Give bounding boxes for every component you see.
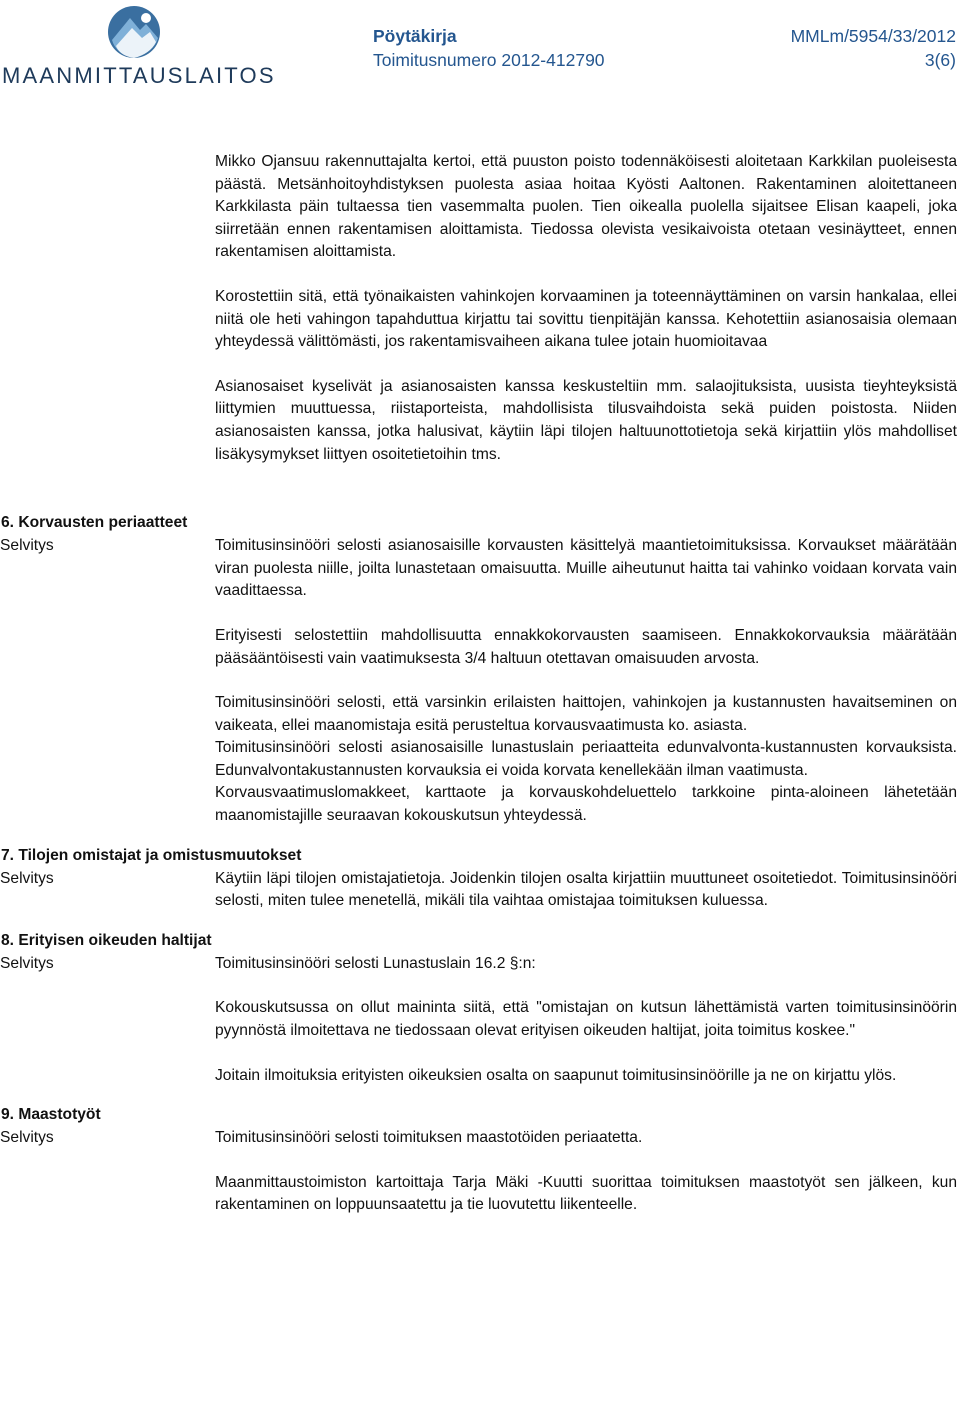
intro-paragraph: Korostettiin sitä, että työnaikaisten vahinkojen korvaaminen ja toteennäyttäminen on varsin hankalaa, ellei niitä ole heti vahingon tapahduttua kirjattu tai sovittu tienpitäjän kanssa. Kehotettiin asianosaisia olemaan yhteydessä välittömästi, jos rakentamisvaiheen aikana tulee jotain huomioitavaa <box>215 287 957 351</box>
section-paragraph: Toimitusinsinööri selosti toimituksen maastotöiden periaatetta. <box>215 1129 643 1147</box>
section-title: 8. Erityisen oikeuden haltijat <box>1 931 212 949</box>
section-label: Selvitys <box>0 869 54 887</box>
section-paragraph: Kokouskutsussa on ollut maininta siitä, että "omistajan on kutsun lähettämistä varten toimitusinsinöörin pyynnöstä ilmoitettava ne tiedossaan olevat erityisen oikeuden haltijat, joita toimitus koskee." <box>215 999 957 1040</box>
section-row <box>0 953 960 1087</box>
case-number: Toimitusnumero 2012-412790 <box>373 50 605 70</box>
document-type: Pöytäkirja <box>373 26 457 46</box>
intro-block <box>215 151 957 466</box>
section-title: 7. Tilojen omistajat ja omistusmuutokset <box>1 846 302 864</box>
section-paragraph: Käytiin läpi tilojen omistajatietoja. Joidenkin tilojen osalta kirjattiin muuttuneet osoitetiedot. Toimitusinsinööri selosti, miten tulee menetellä, mikäli tila vaihtaa omistajaa toimituksen kuluessa. <box>215 869 957 910</box>
section-body <box>215 535 957 828</box>
intro-paragraph: Mikko Ojansuu rakennuttajalta kertoi, että puuston poisto todennäköisesti aloitetaan Karkkilan puoleisesta päästä. Metsänhoitoyhdistyksen puolesta asiaa hoitaa Kyösti Aaltonen. Rakentaminen aloitettaneen Karkkilasta päin tultaessa tien vasemmalta puolen. Tien oikealla puolella sijaitsee Elisan kaapeli, joka siirretään ennen rakentamisen aloittamista. Tiedossa olevista vesikaivoista otetaan vesinäytteet, ennen rakentamisen aloittamista. <box>215 153 957 261</box>
document-reference: MMLm/5954/33/2012 <box>790 26 956 46</box>
section-paragraph: Joitain ilmoituksia erityisten oikeuksien osalta on saapunut toimitusinsinöörille ja ne on kirjattu ylös. <box>215 1066 897 1084</box>
document-body <box>0 151 960 1217</box>
intro-paragraph: Asianosaiset kyselivät ja asianosaisten kanssa keskusteltiin mm. salaojituksista, uusista tieyhteyksistä liittymien muuttuessa, riistaporteista, mahdollisista tilusvaihdoista sekä puiden poistosta. Niiden asianosaisten kanssa, jotka halusivat, käytiin läpi tilojen haltuunottotietoja sekä kirjattiin ylös mahdolliset lisäkysymykset liittyen osoitetietoihin tms. <box>215 377 957 463</box>
maanmittauslaitos-logo-icon <box>106 4 162 60</box>
section-label: Selvitys <box>0 954 54 972</box>
section-row <box>0 1127 960 1217</box>
section-title: 9. Maastotyöt <box>1 1106 101 1124</box>
section-body <box>215 953 957 1087</box>
section-label: Selvitys <box>0 537 54 555</box>
section-body <box>215 868 957 913</box>
section-title: 6. Korvausten periaatteet <box>1 514 188 532</box>
logo-wordmark: MAANMITTAUSLAITOS <box>2 63 276 88</box>
section-paragraph: Toimitusinsinööri selosti, että varsinkin erilaisten haittojen, vahinkojen ja kustannusten havaitseminen on vaikeata, ellei maanomistaja esitä perusteltua korvausvaatimusta ko. asiasta. <box>215 694 957 734</box>
section-body <box>215 1127 957 1217</box>
section-paragraph: Korvausvaatimuslomakkeet, karttaote ja korvauskohdeluettelo tarkkoine pinta-aloineen lähetetään maanomistajille seuraavan kokouskutsun yhteydessä. <box>215 784 957 825</box>
section-row <box>0 535 960 828</box>
section-paragraph: Erityisesti selostettiin mahdollisuutta ennakkokorvausten saamiseen. Ennakkokorvauksia määrätään pääsääntöisesti vain vaatimuksesta 3/4 haltuun otettavan omaisuuden arvosta. <box>215 626 957 667</box>
section-paragraph: Toimitusinsinööri selosti Lunastuslain 16.2 §:n: <box>215 954 536 972</box>
page-number: 3(6) <box>924 50 956 70</box>
section-label: Selvitys <box>0 1129 54 1147</box>
section-paragraph: Toimitusinsinööri selosti asianosaisille lunastuslain periaatteita edunvalvonta-kustannusten korvauksista. Edunvalvontakustannusten korvauksia ei voida korvata kenellekään ilman vaatimusta. <box>215 739 957 779</box>
page-header <box>0 0 960 100</box>
section-paragraph: Toimitusinsinööri selosti asianosaisille korvausten käsittelyä maantietoimituksissa. Korvaukset määrätään viran puolesta niille, joilta lunastetaan omaisuutta. Muille aiheutunut haitta tai vahinko voidaan korvata vain vaadittaessa. <box>215 537 957 600</box>
section-row <box>0 868 960 913</box>
section-paragraph: Maanmittaustoimiston kartoittaja Tarja Mäki -Kuutti suorittaa toimituksen maastotyöt sen jälkeen, kun rakentaminen on loppuunsaatettu ja tie luovutettu liikenteelle. <box>215 1173 957 1214</box>
